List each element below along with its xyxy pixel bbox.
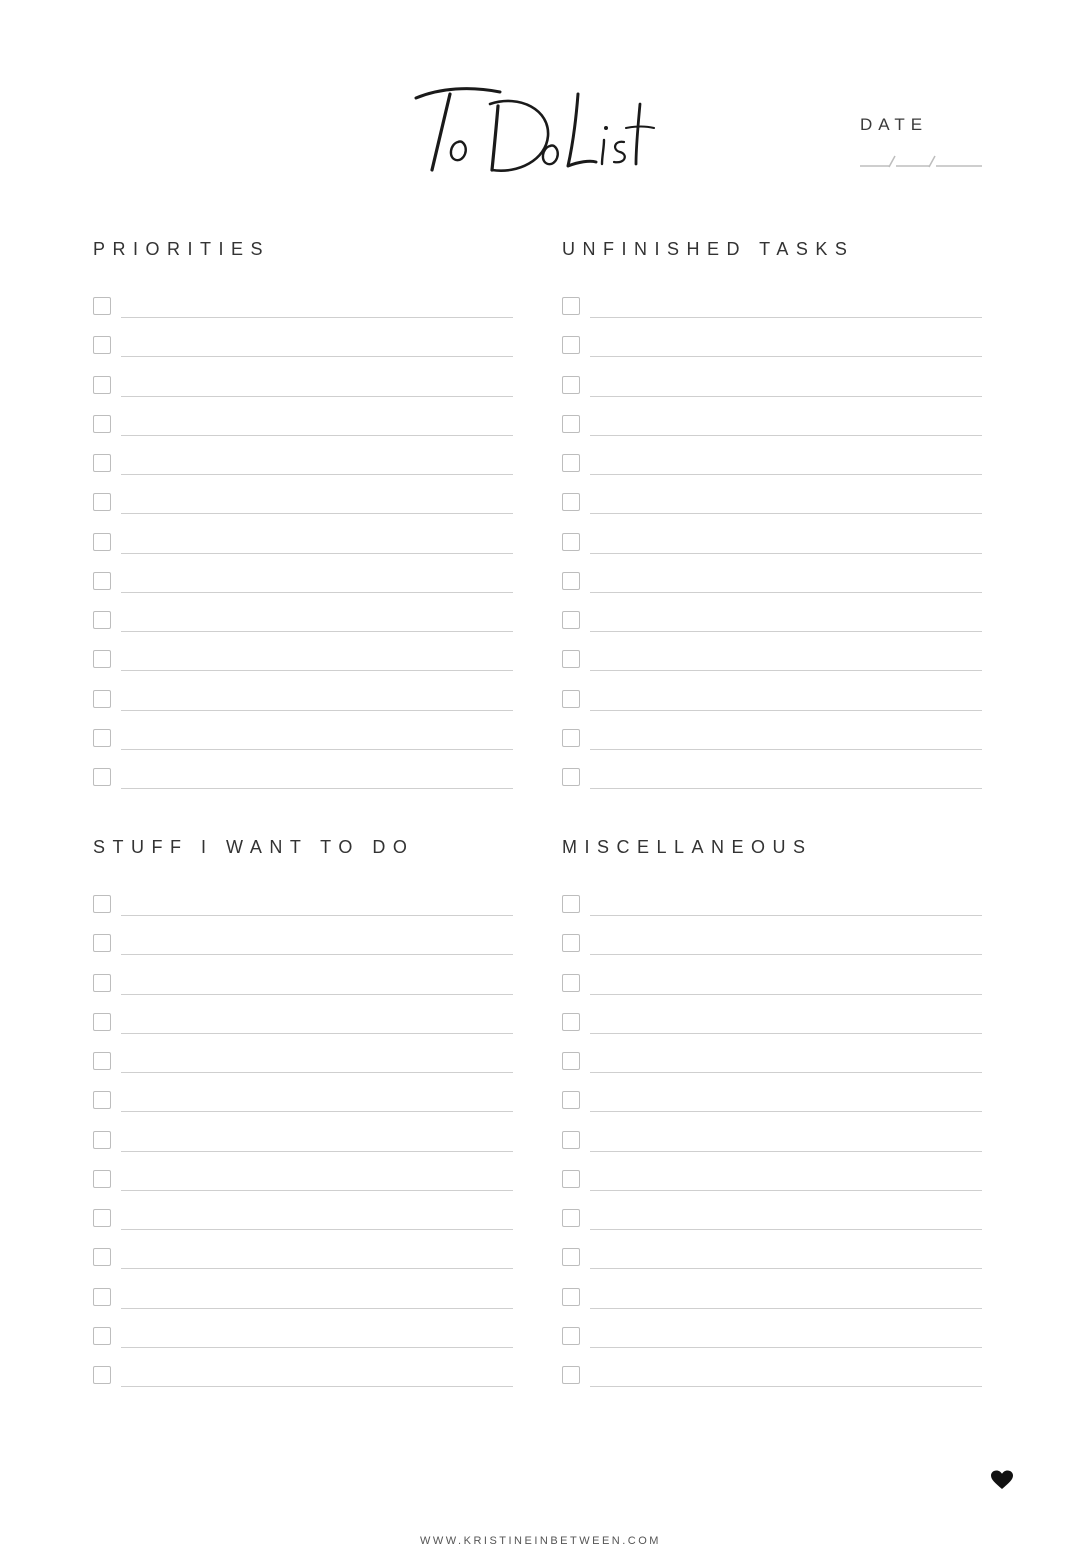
checklist-row bbox=[562, 974, 982, 1013]
write-in-line[interactable] bbox=[590, 670, 982, 671]
checkbox[interactable] bbox=[562, 454, 580, 472]
checkbox[interactable] bbox=[562, 572, 580, 590]
checklist-row bbox=[562, 1209, 982, 1248]
checkbox[interactable] bbox=[562, 533, 580, 551]
checklist-row bbox=[562, 1013, 982, 1052]
checkbox[interactable] bbox=[562, 690, 580, 708]
checklist-row bbox=[93, 297, 513, 336]
write-in-line[interactable] bbox=[121, 1308, 513, 1309]
write-in-line[interactable] bbox=[121, 1111, 513, 1112]
write-in-line[interactable] bbox=[590, 710, 982, 711]
section-heading-priorities: PRIORITIES bbox=[93, 239, 271, 259]
checkbox[interactable] bbox=[93, 1052, 111, 1070]
checkbox[interactable] bbox=[93, 572, 111, 590]
checkbox[interactable] bbox=[93, 1209, 111, 1227]
checkbox[interactable] bbox=[93, 297, 111, 315]
checklist-row bbox=[562, 1131, 982, 1170]
write-in-line[interactable] bbox=[121, 788, 513, 789]
write-in-line[interactable] bbox=[590, 1268, 982, 1269]
checkbox[interactable] bbox=[562, 415, 580, 433]
checklist-row bbox=[562, 493, 982, 532]
section-unfinished-tasks bbox=[562, 238, 982, 807]
page-title bbox=[400, 70, 680, 190]
write-in-line[interactable] bbox=[121, 474, 513, 475]
checklist-row bbox=[93, 454, 513, 493]
checkbox[interactable] bbox=[93, 895, 111, 913]
write-in-line[interactable] bbox=[590, 994, 982, 995]
write-in-line[interactable] bbox=[121, 435, 513, 436]
checkbox[interactable] bbox=[562, 297, 580, 315]
checklist-priorities bbox=[93, 297, 513, 807]
write-in-line[interactable] bbox=[121, 954, 513, 955]
checkbox[interactable] bbox=[562, 1170, 580, 1188]
checkbox[interactable] bbox=[562, 729, 580, 747]
write-in-line[interactable] bbox=[121, 710, 513, 711]
section-miscellaneous bbox=[562, 836, 982, 1405]
checkbox[interactable] bbox=[562, 611, 580, 629]
date-block bbox=[860, 115, 985, 169]
checklist-row bbox=[93, 974, 513, 1013]
checkbox[interactable] bbox=[93, 729, 111, 747]
date-field[interactable] bbox=[860, 153, 985, 169]
checklist-row bbox=[562, 336, 982, 375]
checklist-row bbox=[562, 650, 982, 689]
checklist-row bbox=[93, 1013, 513, 1052]
checkbox[interactable] bbox=[562, 1366, 580, 1384]
checkbox[interactable] bbox=[93, 533, 111, 551]
checkbox[interactable] bbox=[562, 1288, 580, 1306]
write-in-line[interactable] bbox=[590, 474, 982, 475]
checkbox[interactable] bbox=[93, 376, 111, 394]
write-in-line[interactable] bbox=[121, 915, 513, 916]
write-in-line[interactable] bbox=[121, 670, 513, 671]
write-in-line[interactable] bbox=[590, 553, 982, 554]
checklist-row bbox=[93, 376, 513, 415]
checklist-row bbox=[562, 1288, 982, 1327]
checklist-row bbox=[562, 690, 982, 729]
write-in-line[interactable] bbox=[590, 1190, 982, 1191]
checkbox[interactable] bbox=[562, 1131, 580, 1149]
write-in-line[interactable] bbox=[590, 788, 982, 789]
checkbox[interactable] bbox=[93, 1091, 111, 1109]
checklist-row bbox=[562, 572, 982, 611]
checkbox[interactable] bbox=[562, 974, 580, 992]
checklist-row bbox=[93, 572, 513, 611]
checklist-row bbox=[562, 454, 982, 493]
checklist-row bbox=[93, 1209, 513, 1248]
checklist-row bbox=[93, 934, 513, 973]
checklist-row bbox=[93, 1052, 513, 1091]
checkbox[interactable] bbox=[93, 1366, 111, 1384]
checkbox[interactable] bbox=[93, 690, 111, 708]
checkbox[interactable] bbox=[93, 1013, 111, 1031]
write-in-line[interactable] bbox=[590, 1033, 982, 1034]
checklist-row bbox=[93, 1366, 513, 1405]
checklist-row bbox=[562, 415, 982, 454]
write-in-line[interactable] bbox=[590, 592, 982, 593]
write-in-line[interactable] bbox=[121, 356, 513, 357]
checklist-row bbox=[93, 690, 513, 729]
checkbox[interactable] bbox=[562, 768, 580, 786]
checkbox[interactable] bbox=[93, 1131, 111, 1149]
checklist-row bbox=[562, 895, 982, 934]
checkbox[interactable] bbox=[93, 1170, 111, 1188]
write-in-line[interactable] bbox=[121, 1151, 513, 1152]
write-in-line[interactable] bbox=[590, 954, 982, 955]
write-in-line[interactable] bbox=[590, 356, 982, 357]
checkbox[interactable] bbox=[93, 974, 111, 992]
checklist-row bbox=[562, 729, 982, 768]
date-label: DATE bbox=[860, 115, 929, 134]
checkbox[interactable] bbox=[562, 1052, 580, 1070]
heart-icon bbox=[990, 1468, 1014, 1492]
write-in-line[interactable] bbox=[121, 1347, 513, 1348]
checklist-row bbox=[562, 1052, 982, 1091]
checkbox[interactable] bbox=[93, 934, 111, 952]
checklist-row bbox=[93, 336, 513, 375]
checkbox[interactable] bbox=[562, 1209, 580, 1227]
checklist-row bbox=[93, 650, 513, 689]
checklist-row bbox=[562, 1327, 982, 1366]
checklist-row bbox=[93, 1170, 513, 1209]
write-in-line[interactable] bbox=[590, 396, 982, 397]
checkbox[interactable] bbox=[562, 650, 580, 668]
checkbox[interactable] bbox=[93, 1288, 111, 1306]
checkbox[interactable] bbox=[562, 934, 580, 952]
checkbox[interactable] bbox=[93, 768, 111, 786]
checkbox[interactable] bbox=[562, 1327, 580, 1345]
checklist-row bbox=[562, 768, 982, 807]
write-in-line[interactable] bbox=[121, 1229, 513, 1230]
write-in-line[interactable] bbox=[121, 1072, 513, 1073]
write-in-line[interactable] bbox=[121, 553, 513, 554]
checkbox[interactable] bbox=[93, 493, 111, 511]
checklist-row bbox=[93, 1248, 513, 1287]
write-in-line[interactable] bbox=[121, 631, 513, 632]
checklist-row bbox=[93, 895, 513, 934]
checkbox[interactable] bbox=[93, 454, 111, 472]
checklist-row bbox=[93, 768, 513, 807]
write-in-line[interactable] bbox=[590, 435, 982, 436]
checklist-miscellaneous bbox=[562, 895, 982, 1405]
write-in-line[interactable] bbox=[121, 994, 513, 995]
write-in-line[interactable] bbox=[121, 396, 513, 397]
checkbox[interactable] bbox=[93, 415, 111, 433]
write-in-line[interactable] bbox=[121, 749, 513, 750]
checklist-row bbox=[93, 1288, 513, 1327]
checklist-row bbox=[93, 729, 513, 768]
checklist-row bbox=[562, 934, 982, 973]
checkbox[interactable] bbox=[562, 1013, 580, 1031]
checklist-row bbox=[93, 493, 513, 532]
checklist-row bbox=[562, 533, 982, 572]
write-in-line[interactable] bbox=[121, 1386, 513, 1387]
checklist-row bbox=[562, 1366, 982, 1405]
checklist-row bbox=[93, 415, 513, 454]
write-in-line[interactable] bbox=[590, 915, 982, 916]
checklist-row bbox=[562, 1248, 982, 1287]
checklist-row bbox=[562, 1170, 982, 1209]
checklist-unfinished-tasks bbox=[562, 297, 982, 807]
section-stuff-i-want-to-do bbox=[93, 836, 513, 1405]
write-in-line[interactable] bbox=[590, 1308, 982, 1309]
write-in-line[interactable] bbox=[590, 1111, 982, 1112]
write-in-line[interactable] bbox=[121, 1268, 513, 1269]
checkbox[interactable] bbox=[562, 493, 580, 511]
section-heading-miscellaneous: MISCELLANEOUS bbox=[562, 837, 813, 857]
checklist-row bbox=[93, 533, 513, 572]
write-in-line[interactable] bbox=[590, 1151, 982, 1152]
write-in-line[interactable] bbox=[590, 1386, 982, 1387]
write-in-line[interactable] bbox=[121, 592, 513, 593]
checkbox[interactable] bbox=[562, 376, 580, 394]
write-in-line[interactable] bbox=[590, 513, 982, 514]
checkbox[interactable] bbox=[562, 336, 580, 354]
write-in-line[interactable] bbox=[590, 317, 982, 318]
section-heading-stuff-i-want-to-do: STUFF I WANT TO DO bbox=[93, 837, 415, 857]
write-in-line[interactable] bbox=[590, 749, 982, 750]
checklist-row bbox=[562, 1091, 982, 1130]
checklist-row bbox=[93, 611, 513, 650]
write-in-line[interactable] bbox=[121, 1190, 513, 1191]
checkbox[interactable] bbox=[93, 1248, 111, 1266]
write-in-line[interactable] bbox=[121, 513, 513, 514]
write-in-line[interactable] bbox=[590, 1347, 982, 1348]
checklist-row bbox=[93, 1091, 513, 1130]
write-in-line[interactable] bbox=[121, 317, 513, 318]
write-in-line[interactable] bbox=[121, 1033, 513, 1034]
write-in-line[interactable] bbox=[590, 1072, 982, 1073]
checkbox[interactable] bbox=[93, 1327, 111, 1345]
checklist-row bbox=[93, 1131, 513, 1170]
checkbox[interactable] bbox=[562, 1091, 580, 1109]
checkbox[interactable] bbox=[93, 650, 111, 668]
checkbox[interactable] bbox=[93, 336, 111, 354]
footer-url: WWW.KRISTINEINBETWEEN.COM bbox=[420, 1535, 661, 1547]
section-priorities bbox=[93, 238, 513, 807]
checkbox[interactable] bbox=[562, 895, 580, 913]
checklist-stuff-i-want-to-do bbox=[93, 895, 513, 1405]
section-heading-unfinished-tasks: UNFINISHED TASKS bbox=[562, 239, 855, 259]
checklist-row bbox=[562, 611, 982, 650]
checkbox[interactable] bbox=[93, 611, 111, 629]
checklist-row bbox=[93, 1327, 513, 1366]
write-in-line[interactable] bbox=[590, 631, 982, 632]
write-in-line[interactable] bbox=[590, 1229, 982, 1230]
checklist-row bbox=[562, 297, 982, 336]
checklist-row bbox=[562, 376, 982, 415]
checkbox[interactable] bbox=[562, 1248, 580, 1266]
